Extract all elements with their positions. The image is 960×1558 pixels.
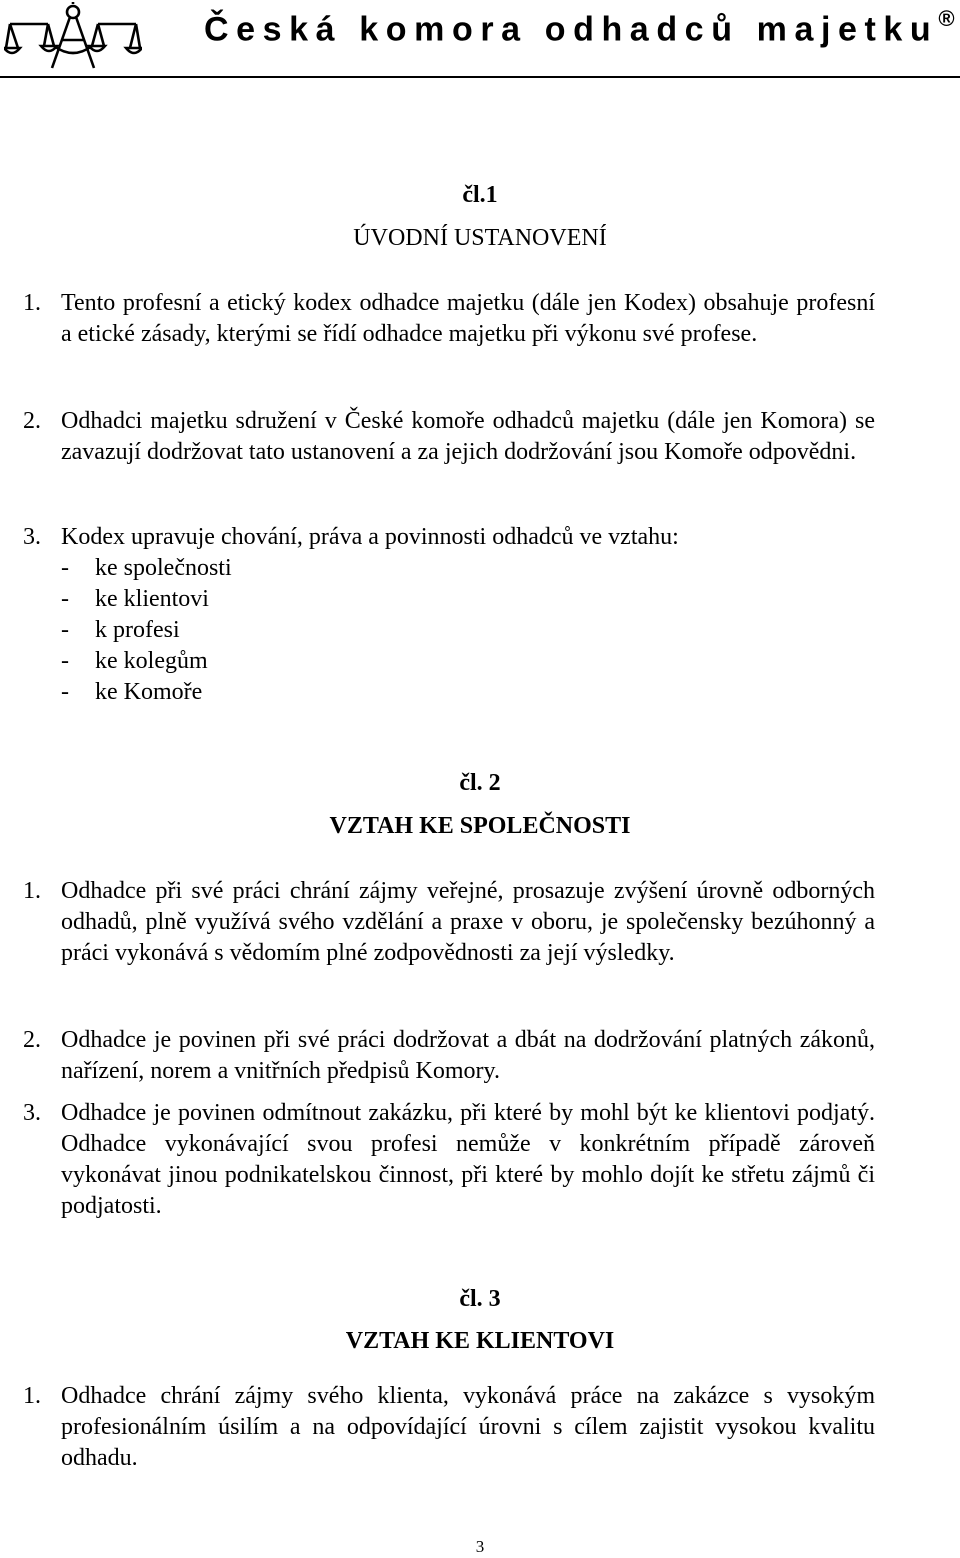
article-2-number: čl. 2 (459, 770, 501, 796)
paragraph-number: 3. (23, 524, 41, 550)
list-item (61, 615, 232, 646)
list-item (61, 646, 232, 677)
paragraph-number: 2. (23, 1027, 41, 1053)
list-item (61, 677, 232, 708)
article-2-title: VZTAH KE SPOLEČNOSTI (329, 813, 631, 839)
list-item-text: ke Komoře (95, 679, 203, 705)
list-item (61, 584, 232, 615)
article-1-paragraph-1 (23, 288, 875, 350)
scales-and-compass-icon (4, 2, 142, 72)
list-marker: - (61, 679, 69, 705)
article-1-paragraph-2 (23, 406, 875, 468)
article-3-paragraph-1 (23, 1381, 875, 1474)
list-item-text: ke kolegům (95, 648, 208, 674)
list-marker: - (61, 617, 69, 643)
paragraph-text: Odhadce je povinen při své práci dodržovat a dbát na dodržování platných zákonů, nařízení, norem a vnitřních předpisů Komory. (61, 1027, 875, 1084)
article-3-number: čl. 3 (459, 1286, 501, 1312)
paragraph-text: Odhadce chrání zájmy svého klienta, vykonává práce na zakázce s vysokým profesionálním úsilím a na odpovídající úrovni s cílem zajistit vysokou kvalitu odhadu. (61, 1383, 875, 1471)
paragraph-number: 1. (23, 878, 41, 904)
page-number: 3 (475, 1537, 485, 1556)
list-marker: - (61, 586, 69, 612)
paragraph-text: Kodex upravuje chování, práva a povinnosti odhadců ve vztahu: (61, 524, 679, 550)
article-1-title: ÚVODNÍ USTANOVENÍ (353, 225, 607, 251)
relationship-list (61, 553, 232, 708)
list-item (61, 553, 232, 584)
list-marker: - (61, 648, 69, 674)
article-1-number: čl.1 (462, 182, 498, 208)
list-item-text: ke společnosti (95, 555, 232, 581)
paragraph-text: Odhadce je povinen odmítnout zakázku, při které by mohl být ke klientovi podjatý. Odhadce vykonávající svou profesi nemůže v konkrétním případě zároveň vykonávat jinou podnikatelskou činnost, při které by mohlo dojít ke střetu zájmů či podjatosti. (61, 1100, 875, 1219)
organization-name (204, 8, 955, 49)
paragraph-text: Odhadce při své práci chrání zájmy veřejné, prosazuje zvýšení úrovně odborných odhadů, plně využívá svého vzdělání a praxe v oboru, je společensky bezúhonný a práci vykonává s vědomím plné zodpovědnosti za její výsledky. (61, 878, 875, 966)
paragraph-text: Tento profesní a etický kodex odhadce majetku (dále jen Kodex) obsahuje profesní a etické zásady, kterými se řídí odhadce majetku při výkonu své profese. (61, 290, 875, 347)
article-2-paragraph-2 (23, 1025, 875, 1087)
organization-name-text: Česká komora odhadců majetku (204, 10, 939, 49)
list-item-text: ke klientovi (95, 586, 209, 612)
paragraph-number: 2. (23, 408, 41, 434)
article-2-paragraph-1 (23, 876, 875, 969)
paragraph-number: 1. (23, 1383, 41, 1409)
document-header (0, 0, 960, 78)
paragraph-text: Odhadci majetku sdružení v České komoře odhadců majetku (dále jen Komora) se zavazují dodržovat tato ustanovení a za jejich dodržování jsou Komoře odpovědni. (61, 408, 875, 465)
article-3-title: VZTAH KE KLIENTOVI (345, 1328, 615, 1354)
list-item-text: k profesi (95, 617, 180, 643)
list-marker: - (61, 555, 69, 581)
paragraph-number: 1. (23, 290, 41, 316)
article-1-paragraph-3 (23, 522, 875, 553)
paragraph-number: 3. (23, 1100, 41, 1126)
registered-trademark: ® (938, 6, 955, 31)
article-2-paragraph-3 (23, 1098, 875, 1222)
